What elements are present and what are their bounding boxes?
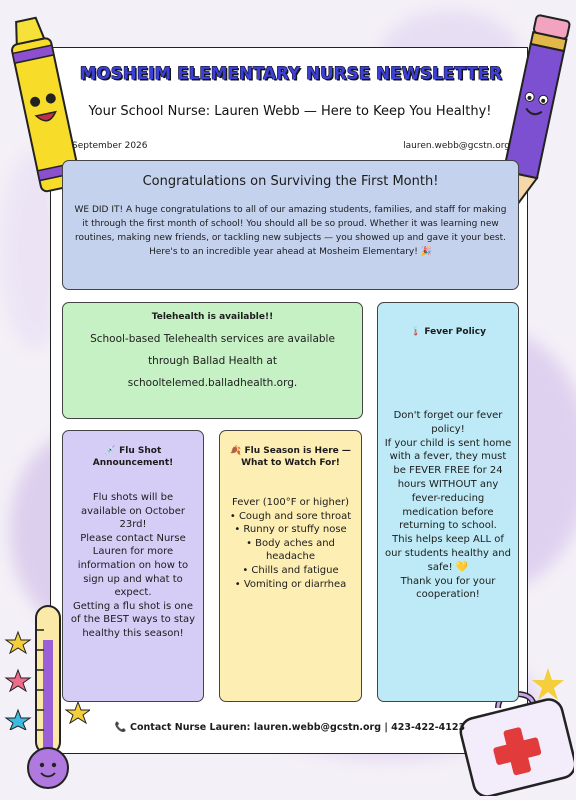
syringe-icon: 💉 bbox=[104, 446, 116, 456]
fever-policy-heading: 🌡️ Fever Policy bbox=[410, 327, 486, 337]
flu-shot-heading: 💉 Flu Shot Announcement! bbox=[92, 446, 174, 468]
newsletter-date: September 2026 bbox=[72, 141, 148, 151]
header-email-link[interactable]: lauren.webb@gcstn.org bbox=[403, 141, 510, 151]
flu-shot-body: Flu shots will be available on October 23rd! Please contact Nurse Lauren for more information on how to sign up and what to expect. Getting a flu shot is one of the BEST ways to stay healthy this season! bbox=[70, 492, 196, 639]
phone-icon: 📞 bbox=[114, 722, 127, 733]
newsletter-subtitle: Your School Nurse: Lauren Webb — Here to Keep You Healthy! bbox=[88, 104, 492, 119]
thermometer-small-icon: 🌡️ bbox=[410, 327, 422, 337]
telehealth-body: School-based Telehealth services are available through Ballad Health at schooltelemed.balladhealth.org. bbox=[90, 333, 335, 389]
flu-season-heading: 🍂 Flu Season is Here — What to Watch For! bbox=[230, 446, 351, 468]
newsletter-title: MOSHEIM ELEMENTARY NURSE NEWSLETTER bbox=[79, 64, 503, 83]
congrats-section bbox=[62, 160, 519, 290]
flu-shot-section bbox=[62, 430, 204, 702]
flu-season-section bbox=[219, 430, 362, 702]
congrats-body: WE DID IT! A huge congratulations to all of our amazing students, families, and staff for making it through the first month of school! You should all be so proud. Whether it was learning new routines, making new friends, or tackling new subjects — you showed up and gave it your best. Here's to an incredible year ahead at Mosheim Elementary! 🎉 bbox=[74, 205, 507, 257]
telehealth-section bbox=[62, 302, 363, 419]
fever-policy-body: Don't forget our fever policy! If your child is sent home with a fever, they must be FEVER FREE for 24 hours WITHOUT any fever-reducing medication before returning to school. This helps keep ALL of our students healthy and safe! 💛 Thank you for your cooperation! bbox=[384, 410, 512, 601]
telehealth-heading: Telehealth is available!! bbox=[151, 312, 274, 322]
footer-contact[interactable] bbox=[70, 722, 510, 733]
footer-contact-text: Contact Nurse Lauren: lauren.webb@gcstn.org | 423-422-4123 bbox=[130, 722, 466, 733]
congrats-heading: Congratulations on Surviving the First Month! bbox=[142, 174, 439, 189]
fever-policy-section bbox=[377, 302, 519, 702]
flu-season-body: Fever (100°F or higher) • Cough and sore throat • Runny or stuffy nose • Body aches and headache • Chills and fatigue • Vomiting or diarrhea bbox=[229, 497, 352, 590]
leaf-icon: 🍂 bbox=[230, 446, 242, 456]
